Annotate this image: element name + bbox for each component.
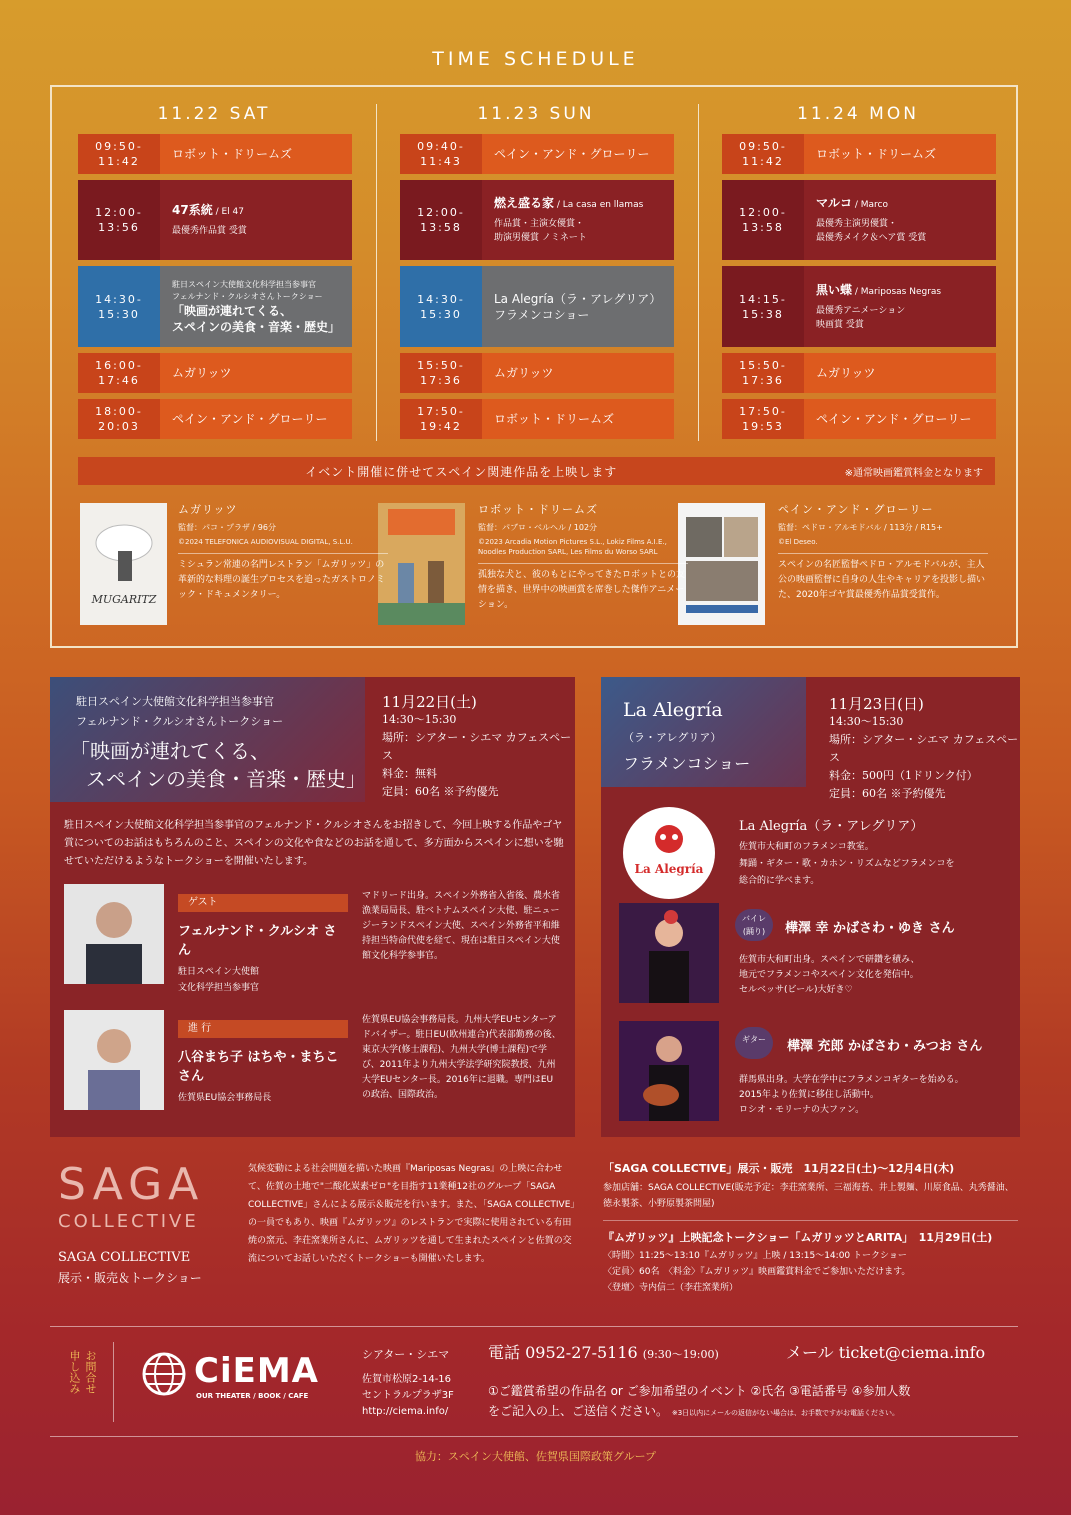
flamenco-title-1: La Alegría — [623, 699, 723, 721]
slot-title-line — [494, 365, 674, 381]
flamenco-fee: 料金：500円（1ドリンク付） — [829, 769, 978, 782]
screening-banner — [78, 457, 995, 485]
slot-content — [804, 353, 996, 393]
mc-bio: 佐賀県EU協会事務局長。九州大学EUセンターアドバイザー。駐日EU(欧州連合)代表部勤務の後、東京大学(修士課程)、九州大学(博士課程)で学び、2011年より九州大学法学研究院教授、九州大学EUセンター長。2016年に退職。専門はEUの政治、国際政治。 — [362, 1015, 561, 1100]
slot-time: 15:50- 17:36 — [722, 353, 804, 393]
flamenco-info — [829, 695, 1020, 803]
slot-title: ムガリッツ — [172, 366, 232, 380]
talk-description: 駐日スペイン大使館文化科学担当参事官のフェルナンド・クルシオさんをお招きして、今回上映する作品やゴヤ賞についてのお話はもちろんのこと、スペインの文化や食などのお話を通して、多方面からスペインに想いを馳せていただけるようなトークショーを開催いたします。 — [64, 820, 564, 867]
slot-title: ロボット・ドリームズ — [494, 412, 615, 426]
guitarist-photo-art — [619, 1021, 719, 1121]
footer-divider-2 — [50, 1436, 1018, 1437]
slot-content — [160, 180, 352, 260]
poster-mugaritz-art — [80, 503, 167, 625]
slot-content — [160, 353, 352, 393]
mc-photo-art — [64, 1010, 164, 1110]
film-synopsis: 孤独な犬と、彼のもとにやってきたロボットとの友情を描き、世界中の映画賞を席巻した傑作アニメーション。 — [478, 563, 688, 613]
slot-time: 14:15- 15:38 — [722, 266, 804, 347]
film-synopsis: ミシュラン常連の名門レストラン「ムガリッツ」の革新的な料理の誕生プロセスを追ったガストロノミック・ドキュメンタリー。 — [178, 553, 388, 603]
film-credit: ©2023 Arcadia Motion Pictures S.L., Lokiz Films A.I.E., Noodles Production SARL, Les Films du Worso SARL — [478, 538, 667, 556]
slot-content — [482, 399, 674, 439]
slot-content — [482, 266, 674, 347]
guest-bio: マドリード出身。スペイン外務省入省後、農水省漁業局局長、駐ベトナムスペイン大使、駐ニュージーランドスペイン大使、スペイン外務省平和維持担当特命代使を経て、現在は駐日スペイン大使館文化科学参事官。 — [362, 891, 561, 961]
talk-subtitle-2: フェルナンド・クルシオさんトークショー — [76, 715, 284, 728]
slot-title: ロボット・ドリームズ — [172, 147, 293, 161]
dancer-tag — [735, 909, 773, 941]
schedule-slot — [722, 353, 996, 393]
slot-time: 09:50- 11:42 — [78, 134, 160, 174]
dancer-photo-art — [619, 903, 719, 1003]
howto-note: ※3日以内にメールの返信がない場合は、お手数ですがお電話ください。 — [671, 1409, 900, 1417]
slot-title-line — [494, 291, 674, 323]
flamenco-date: 11月23日(日) — [829, 695, 924, 713]
slot-title: 黒い蝶 — [816, 282, 853, 297]
howto-line-2-text: をご記入の上、ご送信ください。 — [488, 1404, 669, 1418]
schedule-slot — [78, 180, 352, 260]
flamenco-time: 14:30〜15:30 — [829, 715, 904, 728]
film-info — [778, 503, 988, 603]
schedule-slot — [400, 180, 674, 260]
slot-content — [482, 180, 674, 260]
guest-card — [178, 894, 348, 996]
saga-subtitle-1: SAGA COLLECTIVE — [58, 1250, 191, 1265]
column-divider — [376, 104, 377, 441]
guest-role: 駐日スペイン大使館 文化科学担当参事官 — [178, 967, 260, 993]
footer-label-inquiry: お問合せ — [84, 1350, 97, 1394]
banner-note: ※通常映画鑑賞料金となります — [844, 467, 983, 479]
poster-robot-dreams-art — [378, 503, 465, 625]
slot-title: ムガリッツ — [816, 366, 876, 380]
theater-info — [362, 1346, 454, 1420]
slot-content — [482, 353, 674, 393]
schedule-slot — [722, 180, 996, 260]
guitarist-bio: 群馬県出身。大学在学中にフラメンコギターを始める。 2015年より佐賀に移住し活動中。 ロシオ・モリーナの大ファン。 — [739, 1075, 964, 1115]
dancer-photo — [619, 903, 719, 1003]
slot-award-note: 作品賞・主演女優賞・ 助演男優賞 ノミネート — [494, 219, 587, 243]
slot-title: 「映画が連れてくる、 スペインの美食・音楽・歴史」 — [172, 303, 341, 334]
schedule-title: TIME SCHEDULE — [432, 48, 639, 70]
film-synopsis: スペインの名匠監督ペドロ・アルモドバルが、主人公の映画監督に自身の人生やキャリアを投影し描いた、2020年ゴヤ賞最優秀作品賞受賞作。 — [778, 553, 988, 603]
schedule-slot — [78, 353, 352, 393]
poster-pain-and-glory-art — [678, 503, 765, 625]
film-title: ロボット・ドリームズ — [478, 503, 598, 516]
slot-original-title: / Mariposas Negras — [852, 286, 942, 297]
ciema-brand: CiEMA — [194, 1351, 319, 1391]
slot-content — [160, 134, 352, 174]
saga-talk-fee: 〈定員〉60名 〈料金〉『ムガリッツ』映画鑑賞料金でご参加いただけます。 — [603, 1267, 911, 1277]
schedule-slot — [722, 266, 996, 347]
slot-time: 09:40- 11:43 — [400, 134, 482, 174]
flamenco-venue: 場所：シアター・シエマ カフェスペース — [829, 733, 1019, 764]
slot-time: 14:30- 15:30 — [400, 266, 482, 347]
exhibit-title: 「SAGA COLLECTIVE」展示・販売 11月22日(土)〜12月4日(木) — [603, 1162, 955, 1175]
globe-icon — [142, 1352, 186, 1396]
slot-time: 17:50- 19:53 — [722, 399, 804, 439]
slot-title-line — [172, 303, 352, 335]
la-alegria-logo-text: La Alegría — [634, 862, 704, 876]
film-director: 監督：ペドロ・アルモドバル / 113分 / R15+ — [778, 523, 943, 532]
slot-title: ペイン・アンド・グローリー — [494, 147, 650, 161]
guest-tag: ゲスト — [178, 894, 348, 912]
poster-mugaritz — [80, 503, 167, 625]
slot-time: 12:00- 13:58 — [400, 180, 482, 260]
flamenco-title-3: フラメンコショー — [623, 754, 751, 773]
saga-events — [603, 1160, 1018, 1296]
phone-number[interactable]: 電話 0952-27-5116 — [488, 1343, 638, 1362]
mc-photo — [64, 1010, 164, 1110]
film-director: 監督：パコ・プラザ / 96分 — [178, 523, 276, 532]
saga-logo-word-2: COLLECTIVE — [58, 1211, 199, 1232]
slot-title-line — [172, 146, 352, 162]
flamenco-header — [601, 677, 806, 787]
saga-talk-guest: 〈登壇〉寺内信二（李荘窯業所） — [603, 1283, 739, 1293]
day-title: 11.23 SUN — [477, 104, 595, 124]
slot-award-note: 最優秀アニメーション 映画賞 受賞 — [816, 305, 906, 330]
ciema-brand-sub: OUR THEATER / BOOK / CAFE — [196, 1392, 309, 1400]
film-title: ムガリッツ — [178, 503, 238, 516]
poster-robot-dreams — [378, 503, 465, 625]
footer-contact-label — [58, 1350, 98, 1394]
talk-title-1: 「映画が連れてくる、 — [70, 739, 270, 763]
slot-title-line — [172, 411, 352, 427]
talk-subtitle-1: 駐日スペイン大使館文化科学担当参事官 — [76, 695, 274, 708]
slot-time: 09:50- 11:42 — [722, 134, 804, 174]
column-divider — [698, 104, 699, 441]
slot-title-line — [816, 195, 996, 213]
contact-phone[interactable] — [488, 1340, 719, 1363]
schedule-slot — [78, 399, 352, 439]
la-alegria-logo-art — [623, 807, 715, 899]
guitarist-name: 樺澤 充郎 かばさわ・みつお さん — [787, 1039, 983, 1054]
slot-content — [804, 266, 996, 347]
talk-fee: 料金：無料 — [382, 767, 437, 780]
slot-title-line — [816, 365, 996, 381]
talk-venue: 場所：シアター・シエマ カフェスペース — [382, 731, 572, 762]
slot-title-line — [816, 282, 996, 300]
slot-title-line — [816, 411, 996, 427]
schedule-slot — [400, 353, 674, 393]
slot-content — [482, 134, 674, 174]
saga-talk-time: 〈時間〉11:25〜13:10『ムガリッツ』上映 / 13:15〜14:00 トークショー — [603, 1251, 907, 1261]
slot-award-note: 最優秀主演男優賞・ 最優秀メイク＆ヘア賞 受賞 — [816, 219, 927, 243]
slot-title: 47系統 — [172, 203, 213, 217]
guest-name: フェルナンド・クルシオ さん — [178, 924, 337, 958]
flamenco-capacity: 定員：60名 ※予約優先 — [829, 787, 946, 800]
exhibit-shops: 参加店舗：SAGA COLLECTIVE(販売予定：李荘窯業所、三福海苔、井上製麺、川原食品、丸秀醤油、徳永製茶、小野原製茶問屋) — [603, 1183, 1014, 1209]
school-description: 佐賀市大和町のフラメンコ教室。 舞踊・ギター・歌・カホン・リズムなどフラメンコを 総合的に学べます。 — [739, 842, 955, 886]
schedule-slot — [400, 399, 674, 439]
theater-name: シアター・シエマ — [362, 1348, 450, 1361]
schedule-slot — [400, 266, 674, 347]
theater-address-1: 佐賀市松原2-14-16 — [362, 1374, 452, 1385]
theater-address-2: セントラルプラザ3F — [362, 1390, 454, 1401]
talk-show-panel — [50, 677, 575, 1137]
contact-email[interactable]: メール ticket@ciema.info — [786, 1343, 986, 1362]
slot-content — [804, 399, 996, 439]
slot-pre: 駐日スペイン大使館文化科学担当参事官 フェルナンド・クルシオさんトークショー — [172, 279, 323, 301]
mc-card — [178, 1020, 348, 1106]
slot-time: 12:00- 13:56 — [78, 180, 160, 260]
howto-line-2 — [488, 1402, 899, 1419]
slot-award-note: 最優秀作品賞 受賞 — [172, 226, 247, 236]
school-name: La Alegría（ラ・アレグリア） — [739, 819, 924, 834]
guitarist-photo — [619, 1021, 719, 1121]
poster-mugaritz-text: MUGARITZ — [91, 593, 157, 606]
day-title: 11.22 SAT — [157, 104, 271, 124]
guitar-tag-label: ギター — [735, 1027, 773, 1059]
talk-title-2: スペインの美食・音楽・歴史」 — [86, 767, 366, 791]
schedule-slot — [78, 266, 352, 347]
film-info — [478, 503, 688, 613]
phone-hours: (9:30〜19:00) — [642, 1348, 719, 1361]
dancer-bio: 佐賀市大和町出身。スペインで研鑽を積み、 地元でフラメンコやスペイン文化を発信中。 セルベッサ(ビール)大好き♡ — [739, 955, 920, 995]
guest-photo — [64, 884, 164, 984]
slot-time: 12:00- 13:58 — [722, 180, 804, 260]
schedule-slot — [78, 134, 352, 174]
slot-title-line — [816, 146, 996, 162]
slot-title-line — [494, 195, 674, 213]
slot-content — [804, 180, 996, 260]
slot-original-title: / El 47 — [212, 207, 244, 217]
slot-title-line — [172, 202, 352, 220]
saga-logo-word-1: SAGA — [58, 1159, 205, 1210]
slot-title-line — [494, 411, 674, 427]
schedule-slot — [722, 134, 996, 174]
mc-role: 佐賀県EU協会事務局長 — [178, 1093, 272, 1103]
slot-title: La Alegría（ラ・アレグリア） フラメンコショー — [494, 291, 662, 322]
film-title: ペイン・アンド・グローリー — [778, 503, 934, 516]
footer-divider — [50, 1326, 1018, 1327]
slot-title: ペイン・アンド・グローリー — [816, 412, 972, 426]
slot-content — [160, 266, 352, 347]
slot-original-title: / La casa en llamas — [554, 200, 644, 210]
dancer-tag-label: バイレ (踊り) — [735, 909, 773, 941]
schedule-slot — [400, 134, 674, 174]
talk-time: 14:30〜15:30 — [382, 713, 457, 726]
slot-title: 燃え盛る家 — [494, 196, 555, 210]
film-credit: ©El Deseo. — [778, 538, 818, 546]
banner-text: イベント開催に併せてスペイン関連作品を上映します — [305, 464, 618, 479]
footer-label-apply: 申し込み — [68, 1350, 81, 1394]
mc-name: 八谷まち子 はちや・まちこ さん — [178, 1050, 339, 1084]
talk-header — [50, 677, 365, 802]
slot-title: ロボット・ドリームズ — [816, 147, 937, 161]
film-director: 監督：パブロ・ベルヘル / 102分 — [478, 523, 598, 532]
dancer-name: 樺澤 幸 かばさわ・ゆき さん — [785, 921, 955, 936]
schedule-slot — [722, 399, 996, 439]
la-alegria-logo — [623, 807, 715, 899]
slot-title-line — [172, 365, 352, 381]
slot-time: 17:50- 19:42 — [400, 399, 482, 439]
slot-time: 15:50- 17:36 — [400, 353, 482, 393]
slot-title: マルコ — [816, 196, 853, 210]
talk-info — [382, 693, 575, 801]
guitar-tag — [735, 1027, 773, 1059]
saga-talk-title: 『ムガリッツ』上映記念トークショー「ムガリッツとARITA」 11月29日(土) — [603, 1231, 993, 1244]
mc-tag: 進 行 — [178, 1020, 348, 1038]
saga-subtitle-2: 展示・販売＆トークショー — [58, 1271, 202, 1285]
talk-date: 11月22日(土) — [382, 693, 477, 711]
slot-original-title: / Marco — [852, 200, 889, 210]
talk-capacity: 定員：60名 ※予約優先 — [382, 785, 499, 798]
film-credit: ©2024 TELEFONICA AUDIOVISUAL DIGITAL, S.L.U. — [178, 538, 353, 546]
footer-vertical-divider — [113, 1342, 114, 1422]
saga-collective-logo — [58, 1159, 228, 1286]
howto-line-1: ①ご鑑賞希望の作品名 or ご参加希望のイベント ②氏名 ③電話番号 ④参加人数 — [488, 1384, 911, 1398]
slot-time: 16:00- 17:46 — [78, 353, 160, 393]
slot-content — [160, 399, 352, 439]
film-info — [178, 503, 388, 603]
flamenco-panel — [601, 677, 1020, 1137]
slot-title: ペイン・アンド・グローリー — [172, 412, 328, 426]
poster-pain-and-glory — [678, 503, 765, 625]
slot-title-line — [494, 146, 674, 162]
saga-description: 気候変動による社会問題を描いた映画『Mariposas Negras』の上映に合わせて、佐賀の土地で"二酸化炭素ゼロ"を目指す11業種12社のグループ「SAGA COLLECTIVE」さんによる展示＆販売を行います。また、「SAGA COLLECTIVE」の一員でもあり、映画『ムガリッツ』のレストランで実際に使用されている有田焼の窯元、李荘窯業所さんに、ムガリッツを通して生まれたスペインと佐賀の交流についてお話しいただくトークショーも開催いたします。 — [248, 1164, 575, 1264]
events-divider — [603, 1220, 1018, 1221]
slot-time: 18:00- 20:03 — [78, 399, 160, 439]
flamenco-title-2: （ラ・アレグリア） — [623, 731, 722, 744]
guest-photo-art — [64, 884, 164, 984]
day-title: 11.24 MON — [797, 104, 919, 124]
slot-content — [804, 134, 996, 174]
slot-title: ムガリッツ — [494, 366, 554, 380]
support-credit: 協力：スペイン大使館、佐賀県国際政策グループ — [414, 1450, 657, 1463]
slot-time: 14:30- 15:30 — [78, 266, 160, 347]
theater-url[interactable]: http://ciema.info/ — [362, 1406, 449, 1417]
